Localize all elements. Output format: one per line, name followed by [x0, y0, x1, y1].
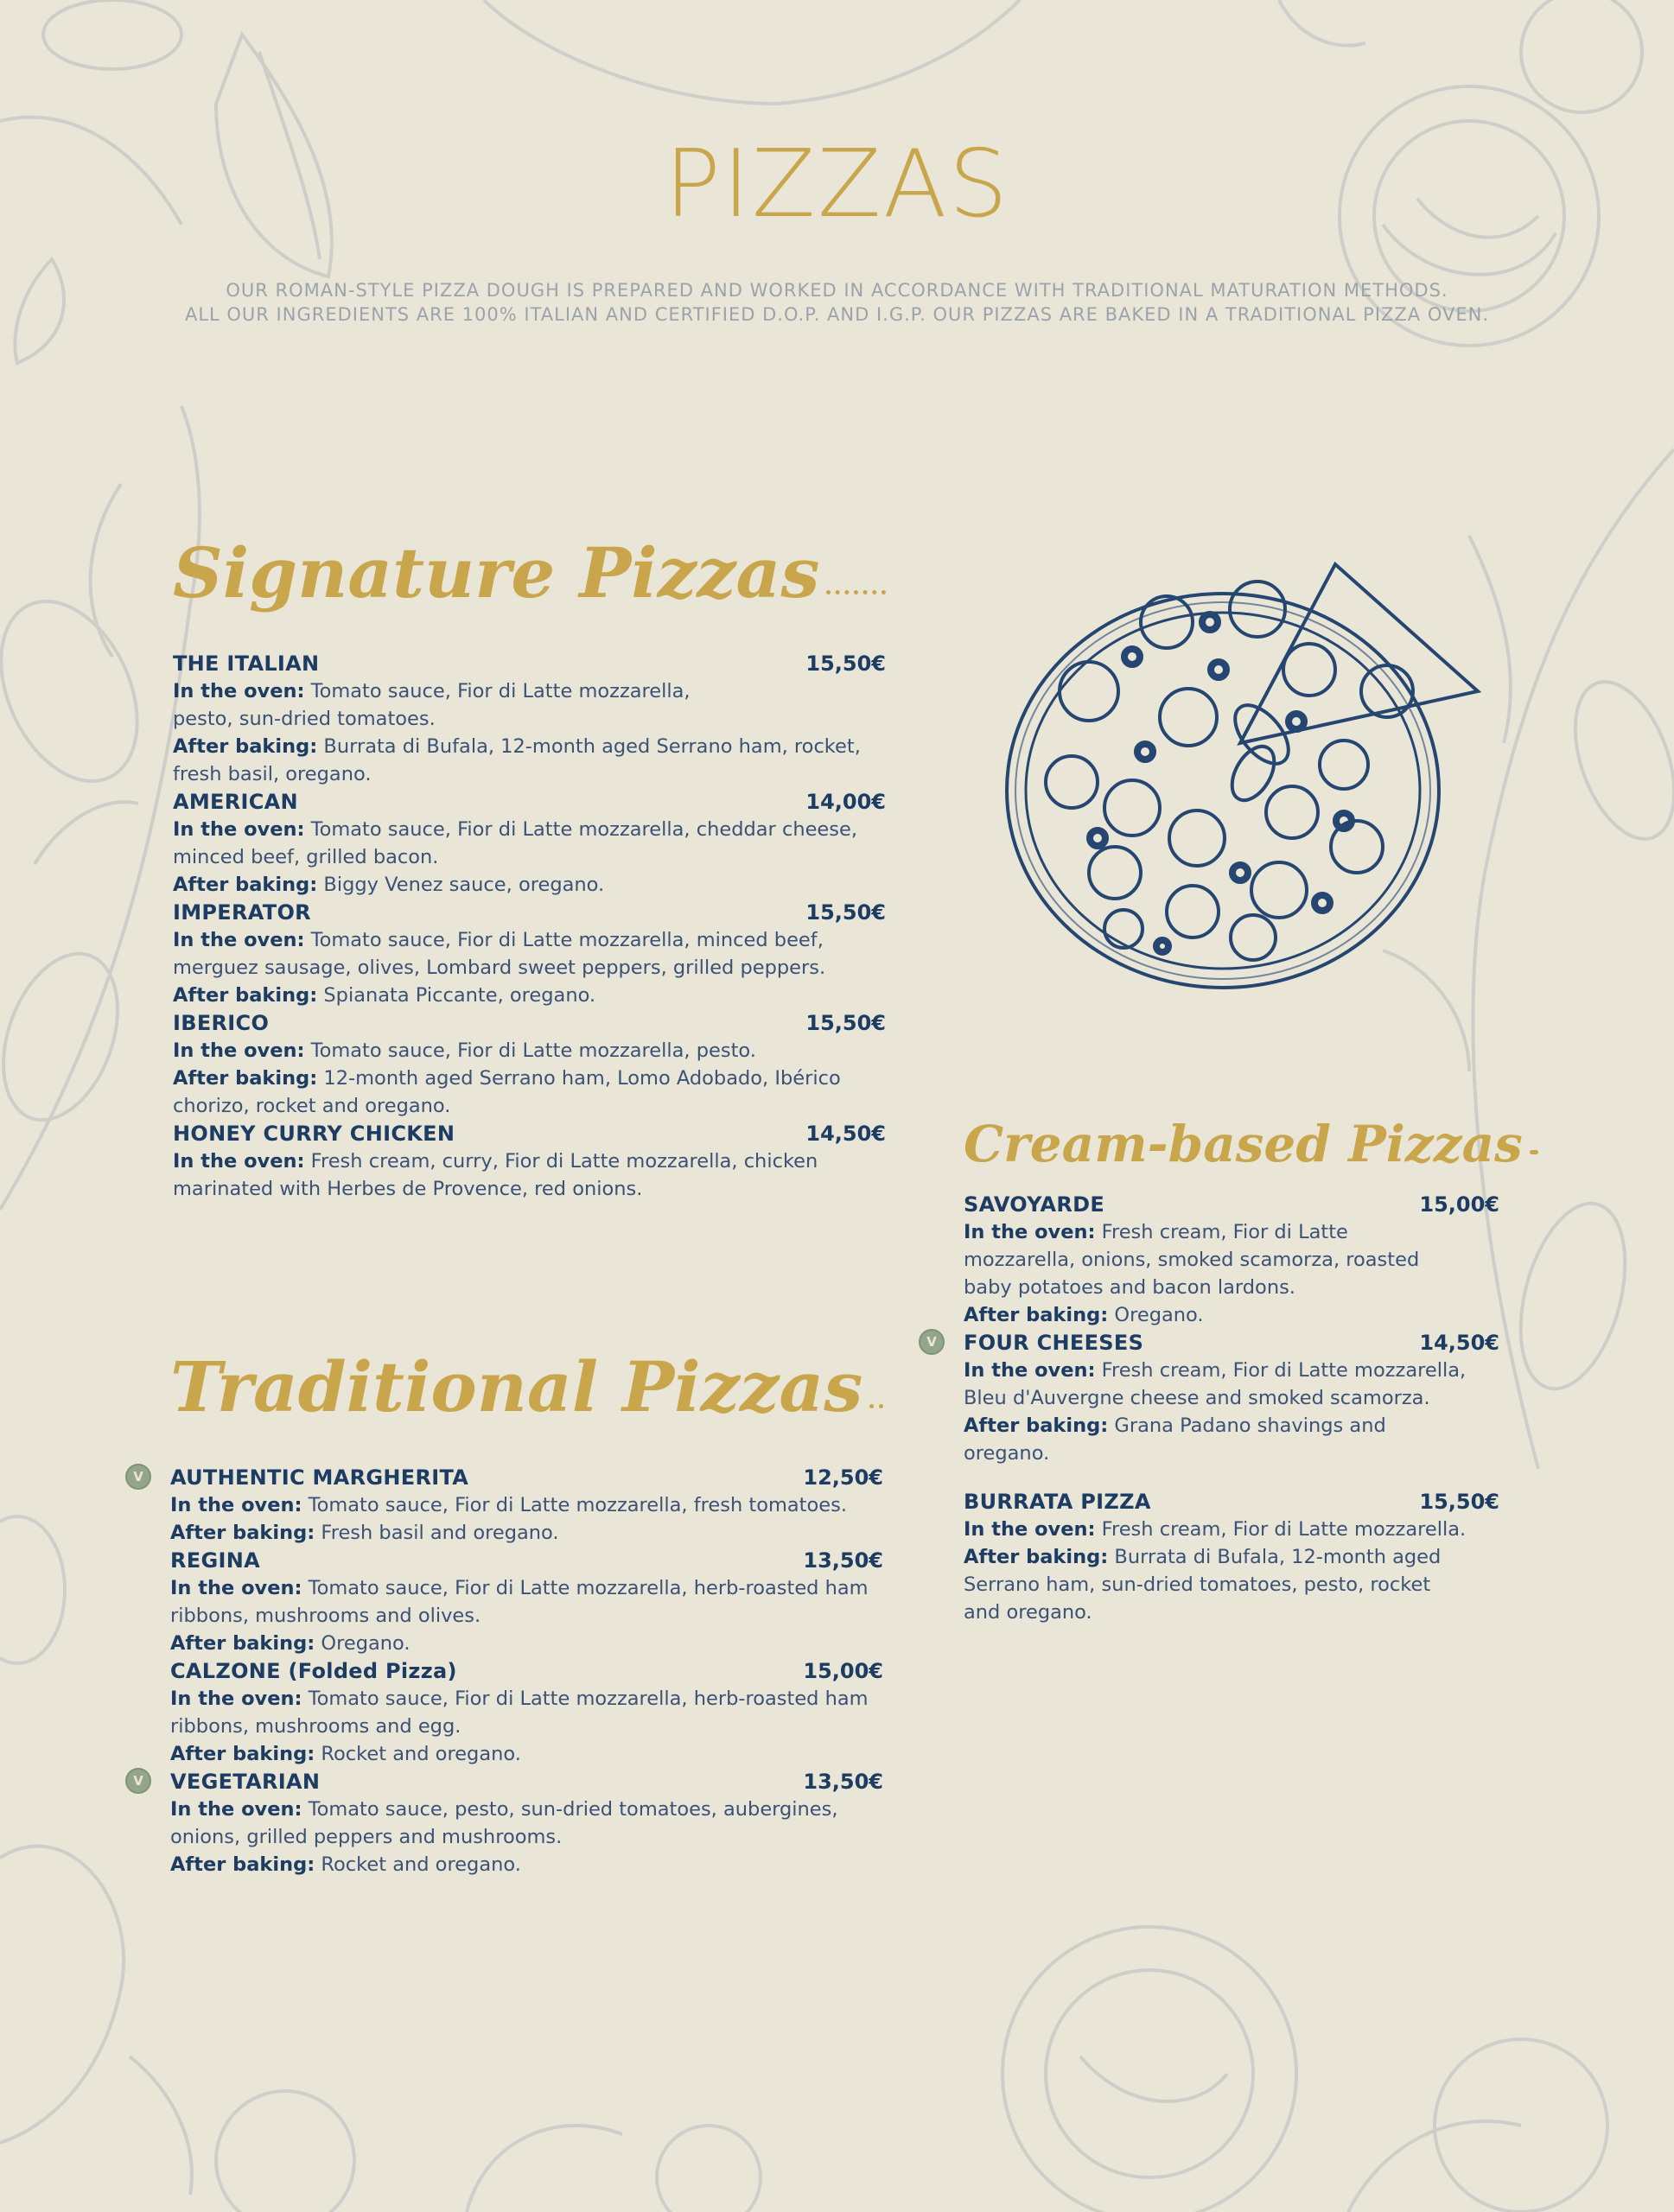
ingredients-text: Tomato sauce, Fior di Latte mozzarella, cheddar cheese, [310, 818, 857, 841]
oven-ingredients-line [170, 1491, 883, 1519]
ingredients-text: Tomato sauce, Fior di Latte mozzarella, fresh tomatoes. [308, 1494, 847, 1516]
after-baking-label: After baking: [170, 1522, 315, 1544]
menu-item-name: FOUR CHEESES [964, 1331, 1144, 1355]
menu-item-price: 14,00€ [805, 790, 886, 814]
menu-item [133, 1464, 883, 1547]
oven-ingredients-line [964, 1384, 1499, 1412]
menu-item-name: REGINA [170, 1548, 260, 1573]
menu-item [170, 1657, 883, 1768]
ingredients-text: ribbons, mushrooms and egg. [170, 1715, 461, 1738]
oven-ingredients-line [964, 1274, 1499, 1301]
menu-item-price: 14,50€ [1419, 1331, 1499, 1355]
oven-ingredients-line [173, 816, 886, 843]
after-baking-label: After baking: [170, 1853, 315, 1876]
section-heading [170, 1331, 883, 1427]
after-baking-label: After baking: [170, 1632, 315, 1655]
oven-ingredients-line [170, 1796, 883, 1823]
menu-item [173, 1120, 886, 1203]
menu-item [170, 1547, 883, 1657]
oven-ingredients-line [173, 1037, 886, 1065]
ingredients-text: Bleu d'Auvergne cheese and smoked scamorza. [964, 1387, 1430, 1409]
dotted-leader [826, 590, 886, 594]
after-baking-line [173, 760, 886, 788]
dotted-leader [869, 1404, 883, 1408]
oven-ingredients-line [173, 705, 886, 733]
oven-ingredients-line [173, 954, 886, 982]
ingredients-text: Tomato sauce, Fior di Latte mozzarella, pesto. [310, 1039, 756, 1062]
menu-item [964, 1488, 1499, 1626]
ingredients-text: marinated with Herbes de Provence, red onions. [173, 1178, 643, 1200]
menu-item-header [173, 788, 886, 816]
oven-label: In the oven: [964, 1518, 1096, 1541]
ingredients-text: Rocket and oregano. [321, 1743, 521, 1765]
oven-ingredients-line [173, 1147, 886, 1175]
ingredients-text: Fresh cream, Fior di Latte mozzarella, [1101, 1359, 1467, 1382]
menu-item-price: 14,50€ [805, 1122, 886, 1146]
ingredients-text: Fresh basil and oregano. [321, 1522, 559, 1544]
menu-item [133, 1768, 883, 1878]
after-baking-line [170, 1851, 883, 1878]
after-baking-label: After baking: [173, 874, 318, 896]
oven-label: In the oven: [170, 1494, 302, 1516]
after-baking-line [964, 1301, 1499, 1329]
after-baking-label: After baking: [964, 1414, 1109, 1437]
after-baking-label: After baking: [170, 1743, 315, 1765]
menu-item-header [173, 899, 886, 926]
menu-item-name: VEGETARIAN [170, 1770, 321, 1794]
ingredients-text: ribbons, mushrooms and olives. [170, 1605, 481, 1627]
menu-item [173, 788, 886, 899]
oven-label: In the oven: [173, 680, 305, 702]
section-heading-text: Cream-based Pizzas [964, 1115, 1523, 1173]
menu-item [173, 1009, 886, 1120]
oven-ingredients-line [173, 926, 886, 954]
menu-item-header [173, 1009, 886, 1037]
ingredients-text: baby potatoes and bacon lardons. [964, 1276, 1295, 1299]
menu-item-header [170, 1768, 883, 1796]
menu-item-name: IMPERATOR [173, 900, 311, 925]
after-baking-line [964, 1440, 1499, 1467]
after-baking-line [173, 871, 886, 899]
menu-item-price: 15,50€ [1419, 1490, 1499, 1514]
oven-ingredients-line [170, 1685, 883, 1713]
menu-item-price: 15,00€ [803, 1659, 883, 1683]
vegetarian-badge-icon [125, 1768, 151, 1794]
menu-item-name: THE ITALIAN [173, 652, 320, 676]
ingredients-text: merguez sausage, olives, Lombard sweet peppers, grilled peppers. [173, 957, 826, 979]
oven-label: In the oven: [964, 1359, 1096, 1382]
section-heading-text: Signature Pizzas [173, 532, 820, 613]
after-baking-line [964, 1571, 1499, 1599]
ingredients-text: 12-month aged Serrano ham, Lomo Adobado, Ibérico [323, 1067, 841, 1090]
dotted-leader [1530, 1150, 1538, 1154]
ingredients-text: Rocket and oregano. [321, 1853, 521, 1876]
menu-item-header [964, 1488, 1499, 1516]
oven-label: In the oven: [173, 1039, 305, 1062]
intro-line-2: ALL OUR INGREDIENTS ARE 100% ITALIAN AND CERTIFIED D.O.P. AND I.G.P. OUR PIZZAS ARE BAKED IN A TRADITIONAL PIZZA OVEN. [184, 304, 1490, 325]
signature-pizzas-section [173, 517, 886, 1203]
oven-label: In the oven: [170, 1798, 302, 1821]
after-baking-label: After baking: [173, 1067, 318, 1090]
menu-item-name: CALZONE (Folded Pizza) [170, 1659, 457, 1683]
menu-item-price: 15,50€ [805, 900, 886, 925]
oven-label: In the oven: [173, 929, 305, 951]
after-baking-line [964, 1543, 1499, 1571]
ingredients-text: minced beef, grilled bacon. [173, 846, 439, 868]
oven-ingredients-line [964, 1218, 1499, 1246]
vegetarian-badge-letter: V [926, 1333, 937, 1350]
menu-item-header [964, 1191, 1499, 1218]
menu-item [173, 650, 886, 788]
ingredients-text: fresh basil, oregano. [173, 763, 372, 785]
cream-based-pizzas-section [926, 1096, 1523, 1626]
menu-item-header [170, 1657, 883, 1685]
after-baking-line [173, 982, 886, 1009]
ingredients-text: Oregano. [1114, 1304, 1204, 1326]
menu-items-list [173, 650, 886, 1203]
oven-ingredients-line [964, 1357, 1499, 1384]
after-baking-label: After baking: [173, 735, 318, 758]
after-baking-line [173, 1092, 886, 1120]
oven-ingredients-line [173, 843, 886, 871]
after-baking-line [173, 733, 886, 760]
ingredients-text: pesto, sun-dried tomatoes. [173, 708, 436, 730]
menu-item-header [173, 650, 886, 677]
after-baking-label: After baking: [964, 1546, 1109, 1568]
menu-item-price: 15,50€ [805, 1011, 886, 1035]
ingredients-text: Tomato sauce, Fior di Latte mozzarella, herb-roasted ham [308, 1577, 869, 1599]
ingredients-text: chorizo, rocket and oregano. [173, 1095, 451, 1117]
after-baking-label: After baking: [173, 984, 318, 1007]
oven-ingredients-line [964, 1246, 1499, 1274]
menu-item-price: 15,00€ [1419, 1192, 1499, 1217]
menu-item [173, 899, 886, 1009]
oven-ingredients-line [170, 1602, 883, 1630]
oven-ingredients-line [964, 1516, 1499, 1543]
menu-item-name: SAVOYARDE [964, 1192, 1105, 1217]
ingredients-text: Burrata di Bufala, 12-month aged [1114, 1546, 1442, 1568]
after-baking-line [964, 1599, 1499, 1626]
oven-label: In the oven: [173, 818, 305, 841]
ingredients-text: Oregano. [321, 1632, 411, 1655]
traditional-pizzas-section [133, 1331, 883, 1878]
menu-item-header [173, 1120, 886, 1147]
ingredients-text: Fresh cream, curry, Fior di Latte mozzarella, chicken [310, 1150, 818, 1173]
oven-label: In the oven: [170, 1577, 302, 1599]
menu-item-price: 12,50€ [803, 1465, 883, 1490]
vegetarian-badge-letter: V [133, 1772, 143, 1789]
oven-ingredients-line [173, 677, 886, 705]
after-baking-line [964, 1412, 1499, 1440]
ingredients-text: Burrata di Bufala, 12-month aged Serrano ham, rocket, [323, 735, 861, 758]
menu-items-list [926, 1191, 1499, 1626]
menu-item-header [170, 1464, 883, 1491]
menu-item-name: AMERICAN [173, 790, 298, 814]
menu-item-price: 13,50€ [803, 1770, 883, 1794]
ingredients-text: oregano. [964, 1442, 1050, 1465]
intro-line-1: OUR ROMAN-STYLE PIZZA DOUGH IS PREPARED AND WORKED IN ACCORDANCE WITH TRADITIONAL MATURATION METHODS. [226, 280, 1448, 301]
menu-item-price: 15,50€ [805, 652, 886, 676]
ingredients-text: Serrano ham, sun-dried tomatoes, pesto, rocket [964, 1573, 1431, 1596]
menu-items-list [133, 1464, 883, 1878]
menu-item-header [964, 1329, 1499, 1357]
intro-text [0, 278, 1674, 327]
ingredients-text: and oregano. [964, 1601, 1092, 1624]
section-heading [173, 517, 886, 613]
menu-item-header [170, 1547, 883, 1574]
vegetarian-badge-icon [919, 1329, 945, 1355]
vegetarian-badge-letter: V [133, 1468, 143, 1484]
oven-ingredients-line [170, 1713, 883, 1740]
oven-label: In the oven: [170, 1688, 302, 1710]
menu-item-name: AUTHENTIC MARGHERITA [170, 1465, 469, 1490]
oven-label: In the oven: [173, 1150, 305, 1173]
after-baking-line [173, 1065, 886, 1092]
after-baking-line [170, 1519, 883, 1547]
vegetarian-badge-icon [125, 1464, 151, 1490]
ingredients-text: mozzarella, onions, smoked scamorza, roasted [964, 1249, 1420, 1271]
after-baking-label: After baking: [964, 1304, 1109, 1326]
oven-ingredients-line [170, 1823, 883, 1851]
section-heading-text: Traditional Pizzas [170, 1346, 863, 1427]
oven-ingredients-line [173, 1175, 886, 1203]
menu-item-price: 13,50€ [803, 1548, 883, 1573]
ingredients-text: Fresh cream, Fior di Latte mozzarella. [1101, 1518, 1467, 1541]
menu-item-name: BURRATA PIZZA [964, 1490, 1151, 1514]
ingredients-text: Fresh cream, Fior di Latte [1101, 1221, 1348, 1243]
page-title: PIZZAS [664, 130, 1010, 238]
ingredients-text: Tomato sauce, Fior di Latte mozzarella, herb-roasted ham [308, 1688, 869, 1710]
pizza-sketch-illustration [994, 540, 1486, 998]
menu-item-name: HONEY CURRY CHICKEN [173, 1122, 455, 1146]
ingredients-text: Tomato sauce, Fior di Latte mozzarella, minced beef, [310, 929, 824, 951]
ingredients-text: Spianata Piccante, oregano. [323, 984, 596, 1007]
after-baking-line [170, 1630, 883, 1657]
ingredients-text: Tomato sauce, Fior di Latte mozzarella, [310, 680, 691, 702]
oven-ingredients-line [170, 1574, 883, 1602]
ingredients-text: Biggy Venez sauce, oregano. [323, 874, 605, 896]
oven-label: In the oven: [964, 1221, 1096, 1243]
menu-item-name: IBERICO [173, 1011, 270, 1035]
section-heading [964, 1096, 1523, 1173]
menu-item [964, 1191, 1499, 1329]
ingredients-text: onions, grilled peppers and mushrooms. [170, 1826, 563, 1848]
after-baking-line [170, 1740, 883, 1768]
ingredients-text: Grana Padano shavings and [1114, 1414, 1386, 1437]
ingredients-text: Tomato sauce, pesto, sun-dried tomatoes, aubergines, [308, 1798, 838, 1821]
menu-item [926, 1329, 1499, 1467]
